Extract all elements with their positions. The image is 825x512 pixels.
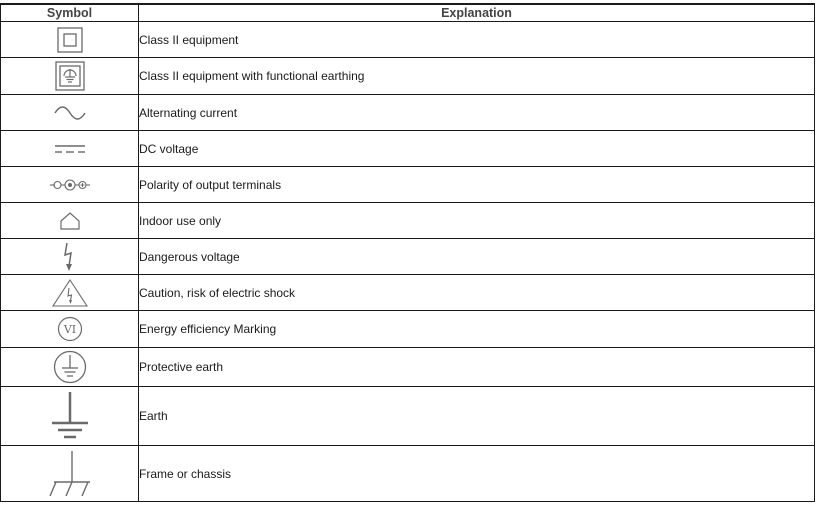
table-row bbox=[1, 239, 815, 275]
explanation-cell: Polarity of output terminals bbox=[139, 167, 815, 203]
explanation-cell: Caution, risk of electric shock bbox=[139, 275, 815, 311]
protective-earth-icon bbox=[53, 350, 87, 384]
symbol-cell bbox=[1, 167, 139, 203]
symbol-cell bbox=[1, 311, 139, 348]
table-row bbox=[1, 95, 815, 131]
symbol-cell bbox=[1, 387, 139, 446]
explanation-cell: Earth bbox=[139, 387, 815, 446]
earth-icon bbox=[50, 391, 90, 441]
symbol-cell bbox=[1, 348, 139, 387]
table-row bbox=[1, 131, 815, 167]
symbol-cell bbox=[1, 22, 139, 58]
symbol-cell bbox=[1, 131, 139, 167]
frame-chassis-icon bbox=[48, 450, 92, 498]
energy-efficiency-icon bbox=[57, 316, 83, 342]
header-symbol: Symbol bbox=[1, 4, 139, 22]
table-row bbox=[1, 167, 815, 203]
table-row bbox=[1, 446, 815, 502]
symbol-cell bbox=[1, 446, 139, 502]
header-explanation: Explanation bbox=[139, 4, 815, 22]
symbol-cell bbox=[1, 275, 139, 311]
explanation-cell: Alternating current bbox=[139, 95, 815, 131]
symbol-cell bbox=[1, 203, 139, 239]
explanation-cell: Frame or chassis bbox=[139, 446, 815, 502]
table-row bbox=[1, 58, 815, 95]
explanation-cell: Protective earth bbox=[139, 348, 815, 387]
explanation-cell: Class II equipment with functional earthing bbox=[139, 58, 815, 95]
table-row bbox=[1, 22, 815, 58]
symbol-cell bbox=[1, 58, 139, 95]
class-ii-equipment-icon bbox=[57, 27, 83, 53]
indoor-use-icon bbox=[59, 211, 81, 231]
table-row bbox=[1, 275, 815, 311]
explanation-cell: Energy efficiency Marking bbox=[139, 311, 815, 348]
dangerous-voltage-icon bbox=[63, 242, 77, 272]
symbols-table bbox=[0, 3, 815, 502]
symbol-cell bbox=[1, 95, 139, 131]
explanation-cell: DC voltage bbox=[139, 131, 815, 167]
table-row bbox=[1, 203, 815, 239]
table-row bbox=[1, 387, 815, 446]
electric-shock-warning-icon bbox=[52, 279, 88, 307]
explanation-cell: Indoor use only bbox=[139, 203, 815, 239]
header-row bbox=[1, 4, 815, 22]
explanation-cell: Class II equipment bbox=[139, 22, 815, 58]
table-row bbox=[1, 311, 815, 348]
alternating-current-icon bbox=[54, 105, 86, 121]
dc-voltage-icon bbox=[54, 142, 86, 156]
class-ii-functional-earth-icon bbox=[55, 61, 85, 91]
energy-efficiency-glyph: VI bbox=[63, 323, 76, 336]
symbol-cell bbox=[1, 239, 139, 275]
table-row bbox=[1, 348, 815, 387]
polarity-icon bbox=[49, 178, 91, 192]
explanation-cell: Dangerous voltage bbox=[139, 239, 815, 275]
